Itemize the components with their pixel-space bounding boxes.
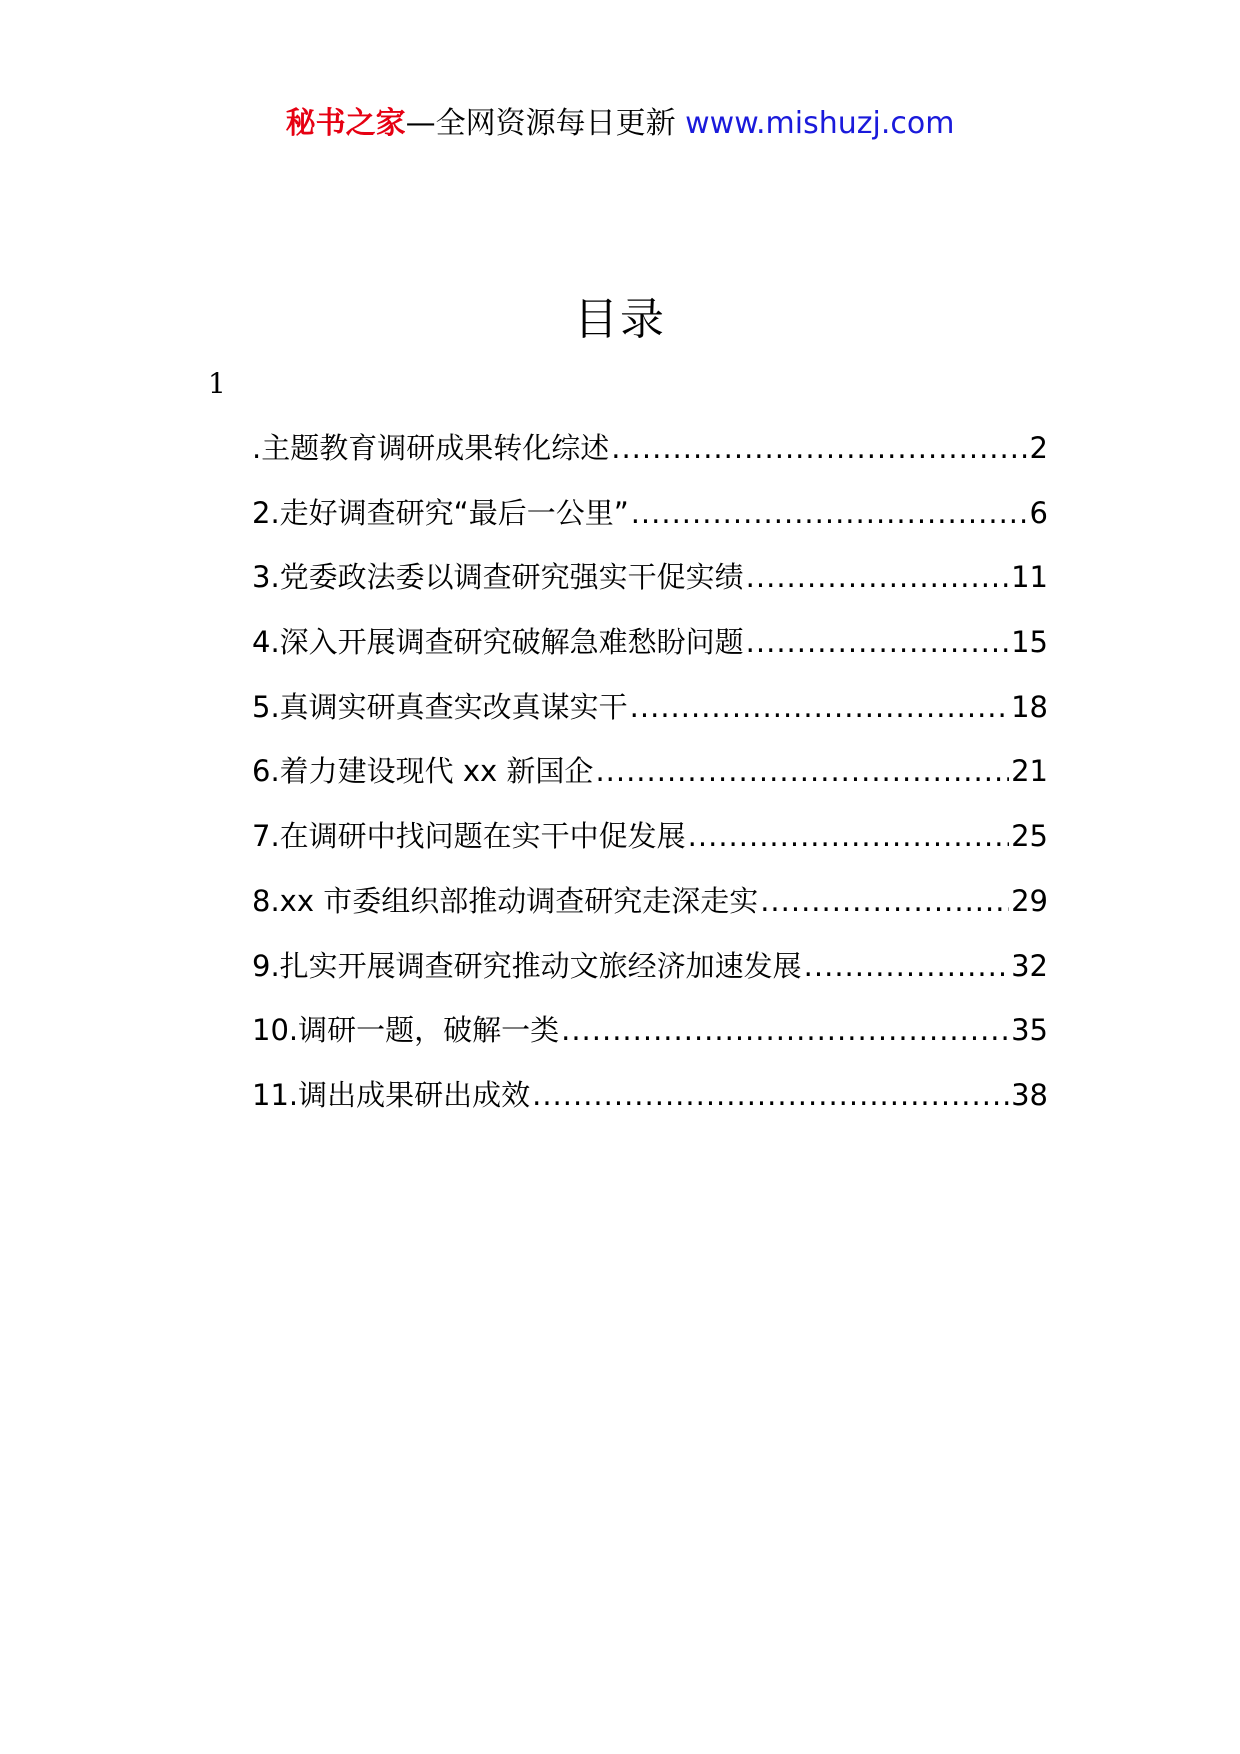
toc-entry-title: 3.党委政法委以调查研究强实干促实绩 (252, 560, 744, 595)
toc-entry-title: 6.着力建设现代 xx 新国企 (252, 754, 594, 789)
toc-entry[interactable] (252, 881, 1048, 946)
toc-entry[interactable] (252, 1010, 1048, 1075)
page-marker: 1 (208, 367, 226, 400)
toc-entry-page: 18 (1011, 689, 1048, 724)
toc-dot-leader (630, 687, 1009, 727)
toc-entry[interactable] (252, 816, 1048, 881)
toc-entry-title: 11.调出成果研出成效 (252, 1077, 531, 1112)
toc-entry-title: 9.扎实开展调查研究推动文旅经济加速发展 (252, 948, 802, 983)
toc-entry-title: 2.走好调查研究“最后一公里” (252, 495, 629, 530)
toc-entry-page: 15 (1011, 625, 1048, 660)
toc-entry[interactable] (252, 622, 1048, 687)
toc-entry-page: 38 (1011, 1077, 1048, 1112)
toc-dot-leader (561, 1010, 1009, 1050)
toc-entry-page: 6 (1029, 495, 1048, 530)
toc-entry[interactable] (252, 1075, 1048, 1140)
toc-entry-title: 7.在调研中找问题在实干中促发展 (252, 819, 686, 854)
toc-entry-page: 25 (1011, 819, 1048, 854)
toc-dot-leader (760, 881, 1009, 921)
toc-entry[interactable] (252, 687, 1048, 752)
toc-dot-leader (631, 493, 1028, 533)
toc-entry[interactable] (252, 946, 1048, 1011)
toc-entry[interactable] (252, 493, 1048, 558)
toc-entry-page: 32 (1011, 948, 1048, 983)
toc-entry-title: 8.xx 市委组织部推动调查研究走深走实 (252, 883, 759, 918)
toc-dot-leader (595, 751, 1009, 791)
toc-dot-leader (688, 816, 1009, 856)
toc-entry-title: 4.深入开展调查研究破解急难愁盼问题 (252, 625, 744, 660)
site-url-link[interactable]: www.mishuzj.com (685, 106, 955, 141)
toc-entry[interactable] (252, 751, 1048, 816)
toc-dot-leader (746, 557, 1009, 597)
page-title: 目录 (574, 294, 666, 345)
brand-slogan: —全网资源每日更新 (405, 106, 676, 141)
brand-name: 秘书之家 (285, 106, 406, 141)
toc-entry-page: 11 (1011, 560, 1048, 595)
toc-entry-title: 5.真调实研真查实改真谋实干 (252, 689, 628, 724)
toc-entry[interactable] (252, 557, 1048, 622)
site-banner (0, 104, 1240, 144)
toc-entry-page: 35 (1011, 1013, 1048, 1048)
toc-entry-title: 10.调研一题，破解一类 (252, 1013, 560, 1048)
toc-dot-leader (611, 428, 1027, 468)
table-of-contents (252, 428, 1048, 1140)
toc-entry[interactable] (252, 428, 1048, 493)
toc-entry-title: .主题教育调研成果转化综述 (252, 431, 610, 465)
toc-dot-leader (532, 1075, 1009, 1115)
toc-entry-page: 21 (1011, 754, 1048, 789)
toc-dot-leader (804, 946, 1009, 986)
toc-entry-page: 29 (1011, 883, 1048, 918)
toc-dot-leader (746, 622, 1009, 662)
toc-entry-page: 2 (1029, 431, 1048, 465)
